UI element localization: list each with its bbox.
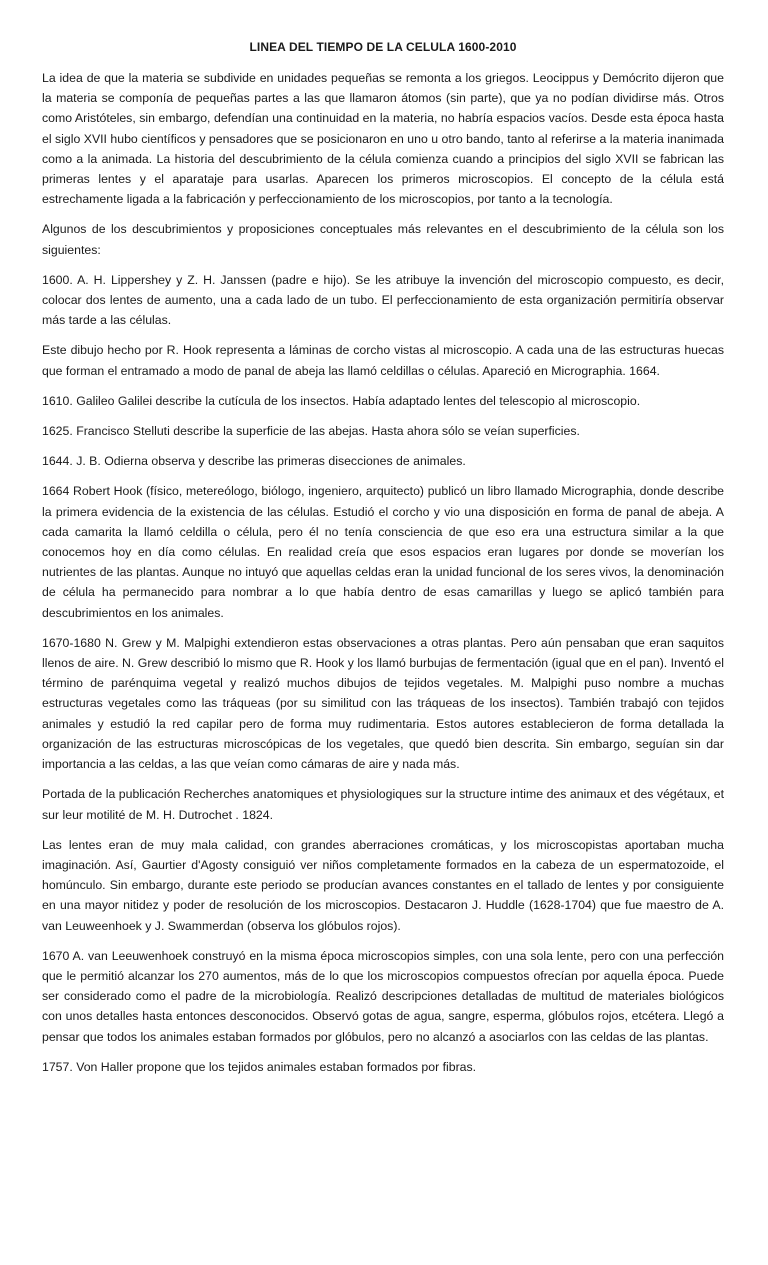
- paragraph-1644: 1644. J. B. Odierna observa y describe las primeras disecciones de animales.: [42, 454, 466, 469]
- paragraph-1757: 1757. Von Haller propone que los tejidos animales estaban formados por fibras.: [42, 1059, 477, 1074]
- paragraph-1670-1680: 1670-1680 N. Grew y M. Malpighi extendieron estas observaciones a otras plantas. Pero aún pensaban que eran saquitos llenos de aire. N. Grew describió lo mismo que R. Hook y los llamó burbujas de fermentación (igual que en el pan). Inventó el término de parénquima vegetal y realizó muchos dibujos de tejidos vegetales. M. Malpighi puso nombre a muchas estructuras vegetales como las tráqueas (por su similitud con las tráqueas de los insectos). También trabajó con tejidos animales y estudió la red capilar pero de forma muy rudimentaria. Estos autores establecieron de forma detallada la organización de las estructuras microscópicas de los vegetales, que quedó bien descrita. Sin embargo, seguían sin dar importancia a las celdas, a las que veían como cámaras de aire y nada más.: [42, 635, 724, 772]
- paragraph-intro: La idea de que la materia se subdivide en unidades pequeñas se remonta a los griegos. Leocippus y Demócrito dijeron que la materia se componía de pequeñas partes a las que llamaron átomos (sin parte), que ya no podían dividirse más. Otros como Aristóteles, sin embargo, defendían una continuidad en la materia, no habría espacios vacíos. Desde esta época hasta el siglo XVII hubo científicos y pensadores que se posicionaron en uno u otro bando, tanto al referirse a la materia inanimada como a la animada. La historia del descubrimiento de la célula comienza cuando a principios del siglo XVII se fabrican las primeras lentes y el aparataje para usarlas. Aparecen los primeros microscopios. El concepto de la célula está estrechamente ligada a la fabricación y perfeccionamiento de los microscopios, por tanto a la tecnología.: [42, 71, 724, 207]
- paragraph-dutrochet: Portada de la publicación Recherches anatomiques et physiologiques sur la structure intime des animaux et des végétaux, et sur leur motilité de M. H. Dutrochet . 1824.: [42, 787, 724, 822]
- paragraph-1664: 1664 Robert Hook (físico, metereólogo, biólogo, ingeniero, arquitecto) publicó un libro llamado Micrographia, donde describe la primera evidencia de la existencia de las células. Estudió el corcho y vio una disposición en forma de panal de abeja. A cada camarita la llamó celdilla o célula, pero él no tenía consciencia de que eso era una estructura similar a la que conocemos hoy en día como células. En realidad creía que esos espacios eran lugares por donde se moverían los nutrientes de las plantas. Aunque no intuyó que aquellas celdas eran la unidad funcional de los seres vivos, la denominación de célula ha permanecido para nombrar a lo que había dentro de esas camarillas y luego se aplicó también para descubrimientos en los animales.: [42, 484, 724, 620]
- paragraph-1610: 1610. Galileo Galilei describe la cutícula de los insectos. Había adaptado lentes del telescopio al microscopio.: [42, 393, 641, 408]
- document-title: LINEA DEL TIEMPO DE LA CELULA 1600-2010: [249, 40, 517, 54]
- paragraph-discoveries-intro: Algunos de los descubrimientos y proposiciones conceptuales más relevantes en el descubrimiento de la célula son los siguientes:: [42, 222, 724, 257]
- paragraph-1600: 1600. A. H. Lippershey y Z. H. Janssen (padre e hijo). Se les atribuye la invención del microscopio compuesto, es decir, colocar dos lentes de aumento, una a cada lado de un tubo. El perfeccionamiento de esta organización permitiría observar más tarde a las células.: [42, 272, 724, 328]
- paragraph-1670-leeuwenhoek: 1670 A. van Leeuwenhoek construyó en la misma época microscopios simples, con una sola lente, pero con una perfección que le permitió alcanzar los 270 aumentos, más de lo que los microscopios compuestos ofrecían por aquella época. Puede ser considerado como el padre de la microbiología. Realizó descripciones detalladas de multitud de materiales biológicos con unos detalles hasta entonces desconocidos. Observó gotas de agua, sangre, esperma, glóbulos rojos, etcétera. Llegó a pensar que todos los animales estaban formados por glóbulos, pero no alcanzó a asociarlos con las celdas de las plantas.: [42, 948, 724, 1044]
- paragraph-1625: 1625. Francisco Stelluti describe la superficie de las abejas. Hasta ahora sólo se veían superficies.: [42, 424, 580, 439]
- paragraph-hook-drawing: Este dibujo hecho por R. Hook representa a láminas de corcho vistas al microscopio. A cada una de las estructuras huecas que forman el entramado a modo de panal de abeja las llamó celdillas o células. Apareció en Micrographia. 1664.: [42, 343, 724, 378]
- paragraph-lenses: Las lentes eran de muy mala calidad, con grandes aberraciones cromáticas, y los microscopistas aportaban mucha imaginación. Así, Gaurtier d'Agosty consiguió ver niños completamente formados en la cabeza de un espermatozoide, el homúnculo. Sin embargo, durante este periodo se producían avances constantes en el tallado de lentes y por consiguiente en una mayor nitidez y poder de resolución de los microscopios. Destacaron J. Huddle (1628-1704) que fue maestro de A. van Leuweenhoek y J. Swammerdan (observa los glóbulos rojos).: [42, 837, 724, 933]
